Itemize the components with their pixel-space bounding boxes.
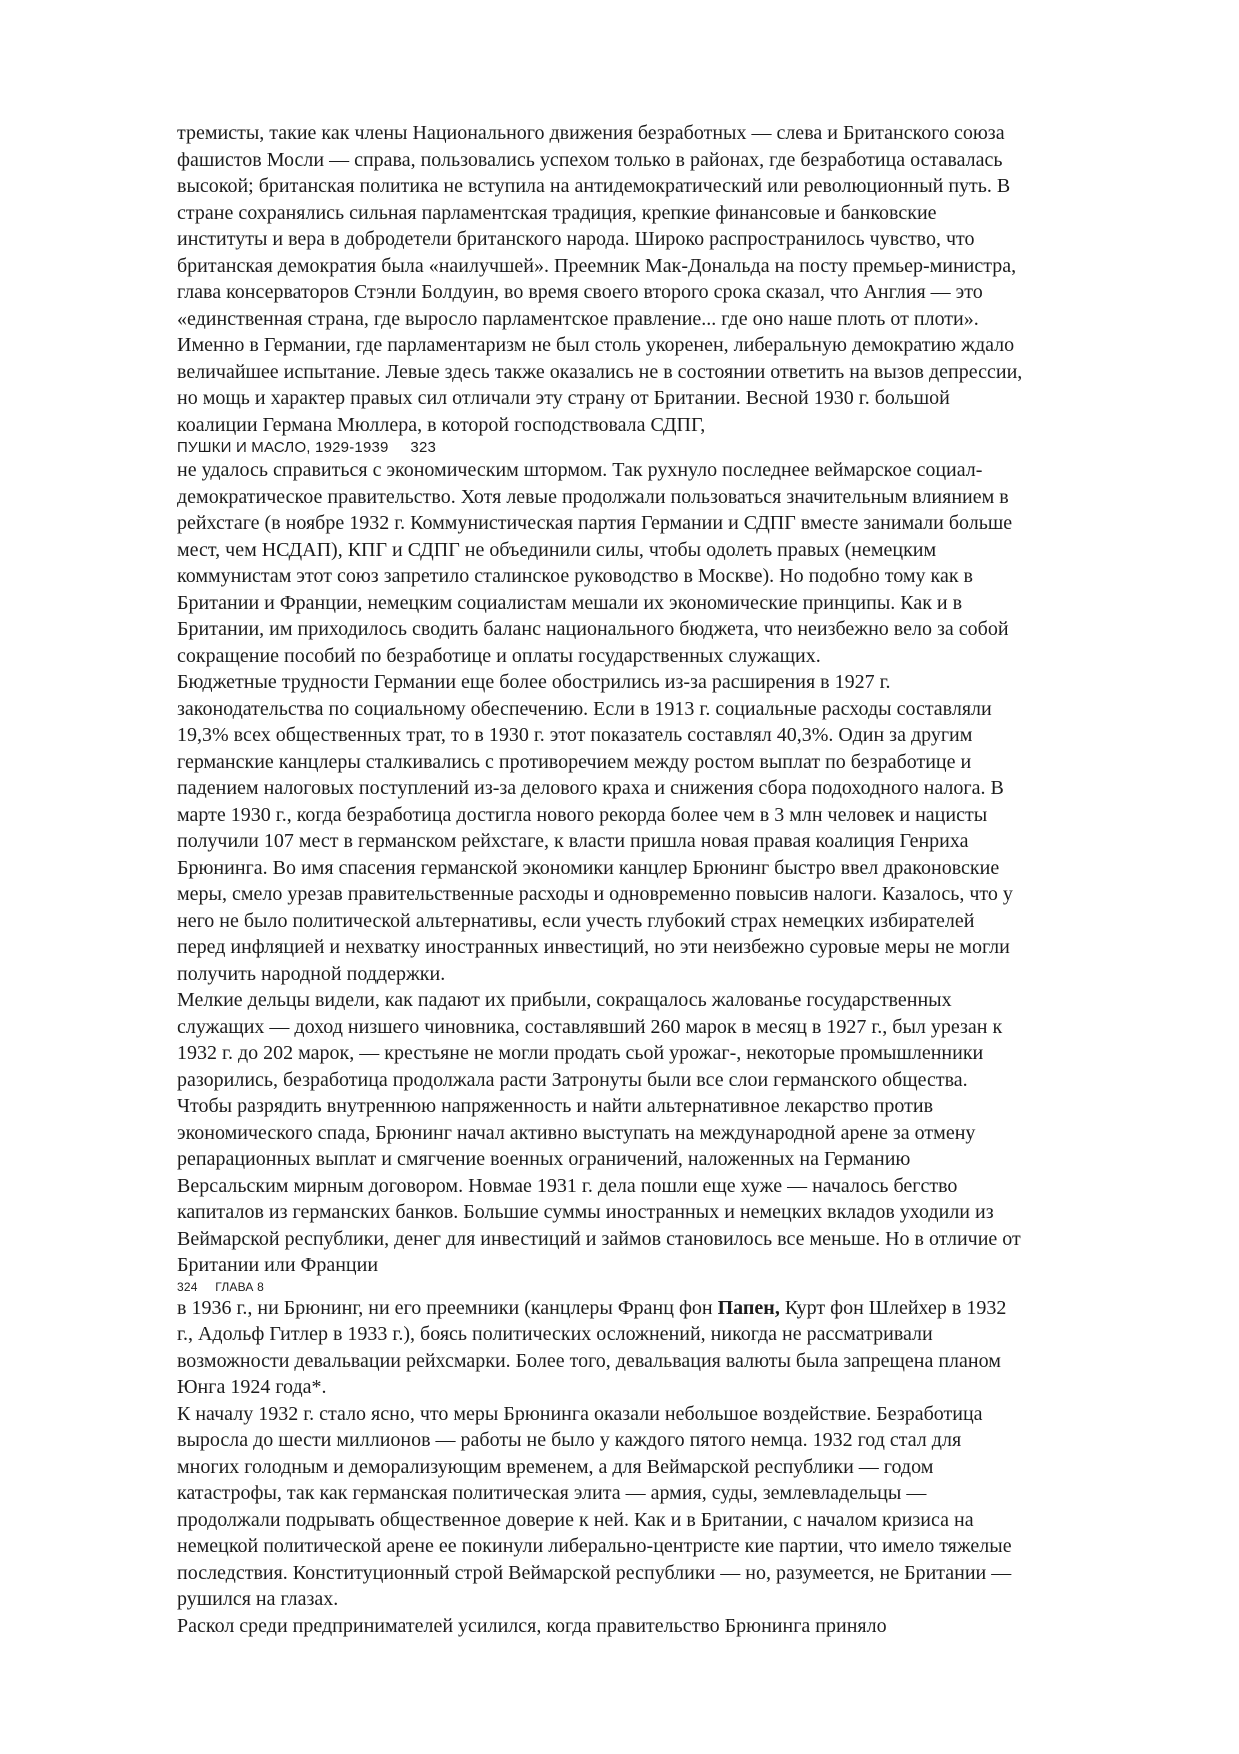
- text-line: рушился на глазах.: [177, 1588, 339, 1610]
- text-line: германские канцлеры сталкивались с противоречием между ростом выплат по безработице и: [177, 750, 972, 773]
- text-line: Раскол среди предпринимателей усилился, когда правительство Брюнинга приняло: [177, 1614, 887, 1637]
- text-line: Британии, им приходилось сводить баланс национального бюджета, что неизбежно вело за собой: [177, 618, 1009, 640]
- text-line: стране сохранялись сильная парламентская традиция, крепкие финансовые и банковские: [177, 201, 937, 224]
- text-line: немецкой политической арене ее покинули либерально-центристе кие партии, что имело тяжелые: [177, 1535, 1012, 1557]
- text-line: перед инфляцией и нехватку иностранных инвестиций, но эти неизбежно суровые меры не могли: [177, 936, 1010, 958]
- text-line: марте 1930 г., когда безработица достигла нового рекорда более чем в 3 млн человек и нацисты: [177, 803, 988, 826]
- text-fragment: Курт фон Шлейхер в 1932: [779, 1296, 1007, 1319]
- text-line: 1932 г. до 202 марок, — крестьяне не могли продать сьой урожаг-, некоторые промышленники: [177, 1042, 984, 1064]
- text-line: демократическое правительство. Хотя левые продолжали пользоваться значительным влиянием в: [177, 485, 1009, 508]
- text-line: Веймарской республики, денег для инвестиций и займов становилось все меньше. Но в отличие от: [177, 1227, 1021, 1250]
- text-line: капиталов из германских банков. Большие суммы иностранных и немецких вкладов уходили из: [177, 1201, 994, 1223]
- text-line: тремисты, такие как члены Национального движения безработных — слева и Британского союза: [177, 122, 1005, 144]
- text-line: Брюнинга. Во имя спасения германской экономики канцлер Брюнинг быстро ввел драконовские: [177, 856, 1000, 879]
- text-line-with-bold-name: [177, 1295, 1177, 1322]
- text-line: экономического спада, Брюнинг начал активно выступать на международной арене за отмену: [177, 1121, 976, 1144]
- text-line: мест, чем НСДАП), КПГ и СДПГ не объединили силы, чтобы одолеть правых (немецким: [177, 538, 937, 561]
- text-line: получили 107 мест в германском рейхстаге, к власти пришла новая правая коалиция Генриха: [177, 830, 969, 852]
- text-line: высокой; британская политика не вступила на антидемократический или революционный путь. В: [177, 175, 1011, 197]
- text-line: сокращение пособий по безработице и оплаты государственных служащих.: [177, 644, 821, 667]
- text-line: служащих — доход низшего чиновника, составлявший 260 марок в месяц в 1927 г., был урезан к: [177, 1015, 1003, 1038]
- text-line: получить народной поддержки.: [177, 962, 446, 985]
- text-line: институты и вера в добродетели британского народа. Широко распространилось чувство, что: [177, 228, 975, 250]
- text-line: Британии и Франции, немецким социалистам мешали их экономические принципы. Как и в: [177, 591, 963, 614]
- text-line: продолжали подрывать общественное доверие к ней. Как и в Британии, с началом кризиса на: [177, 1508, 974, 1531]
- text-line: величайшее испытание. Левые здесь также оказались не в состоянии ответить на вызов депрессии,: [177, 360, 1023, 383]
- bold-name: Папен,: [717, 1296, 780, 1319]
- document-page: [177, 120, 1177, 1639]
- text-line: К началу 1932 г. стало ясно, что меры Брюнинга оказали небольшое воздействие. Безработица: [177, 1402, 983, 1425]
- running-head-page-324: 324 ГЛАВА 8: [177, 1279, 265, 1294]
- text-block-top: [177, 120, 1177, 438]
- text-line: выросла до шести миллионов — работы не было у каждого пятого немца. 1932 год стал для: [177, 1429, 962, 1451]
- text-line: фашистов Мосли — справа, пользовались успехом только в районах, где безработица оставалась: [177, 148, 1003, 171]
- text-line: г., Адольф Гитлер в 1933 г.), боясь политических осложнений, никогда не рассматривали: [177, 1323, 933, 1345]
- text-line: Бюджетные трудности Германии еще более обострились из-за расширения в 1927 г.: [177, 671, 891, 693]
- text-line: 19,3% всех общественных трат, то в 1930 г. этот показатель составлял 40,3%. Один за другим: [177, 724, 973, 746]
- running-head-page-323: ПУШКИ И МАСЛО, 1929-1939 323: [177, 439, 437, 456]
- text-line: Мелкие дельцы видели, как падают их прибыли, сокращалось жалованье государственных: [177, 989, 952, 1011]
- text-line: законодательства по социальному обеспечению. Если в 1913 г. социальные расходы составляли: [177, 697, 992, 720]
- text-line: Версальским мирным договором. Новмае 1931 г. дела пошли еще хуже — началось бегство: [177, 1174, 958, 1197]
- text-line: «единственная страна, где выросло парламентское правление... где оно наше плоть от плоти».: [177, 307, 979, 330]
- text-line: Чтобы разрядить внутреннюю напряженность и найти альтернативное лекарство против: [177, 1095, 934, 1117]
- text-line: него не было политической альтернативы, если учесть глубокий страх немецких избирателей: [177, 909, 975, 932]
- text-line: многих голодным и деморализующим временем, а для Веймарской республики — годом: [177, 1455, 934, 1478]
- text-fragment: в 1936 г., ни Брюнинг, ни его преемники (канцлеры Франц фон: [177, 1296, 718, 1319]
- text-line: разорились, безработица продолжала расти Затронуты были все слои германского общества.: [177, 1068, 968, 1091]
- text-line: рейхстаге (в ноябре 1932 г. Коммунистическая партия Германии и СДПГ вместе занимали больше: [177, 512, 1013, 534]
- text-line: катастрофы, так как германская политическая элита — армия, суды, землевладельцы —: [177, 1482, 927, 1504]
- text-line: репарационных выплат и смягчение военных ограничений, наложенных на Германию: [177, 1148, 911, 1170]
- text-line: коммунистам этот союз запретило сталинское руководство в Москве). Но подобно тому как в: [177, 565, 973, 587]
- text-line: последствия. Конституционный строй Веймарской республики — но, разумеется, не Британии —: [177, 1561, 1012, 1584]
- text-line: меры, смело урезав правительственные расходы и одновременно повысив налоги. Казалось, что у: [177, 883, 1013, 905]
- text-line: Юнга 1924 года*.: [177, 1376, 327, 1398]
- text-line: коалиции Германа Мюллера, в которой господствовала СДПГ,: [177, 413, 706, 436]
- text-block-bottom: [177, 1295, 1177, 1640]
- text-line: возможности девальвации рейхсмарки. Более того, девальвация валюты была запрещена планом: [177, 1349, 1001, 1372]
- text-line: но мощь и характер правых сил отличали эту страну от Британии. Весной 1930 г. большой: [177, 387, 950, 409]
- text-line: британская демократия была «наилучшей». Преемник Мак-Дональда на посту премьер-министра,: [177, 254, 1017, 277]
- text-line: глава консерваторов Стэнли Болдуин, во время своего второго срока сказал, что Англия — это: [177, 281, 983, 303]
- text-line: Британии или Франции: [177, 1254, 379, 1276]
- text-line: не удалось справиться с экономическим штормом. Так рухнуло последнее веймарское социал-: [177, 459, 983, 481]
- text-line: Именно в Германии, где парламентаризм не был столь укоренен, либеральную демократию ждало: [177, 334, 1015, 356]
- text-line: падением налоговых поступлений из-за делового краха и снижения сбора подоходного налога. В: [177, 777, 1004, 799]
- text-block-middle: [177, 457, 1177, 1279]
